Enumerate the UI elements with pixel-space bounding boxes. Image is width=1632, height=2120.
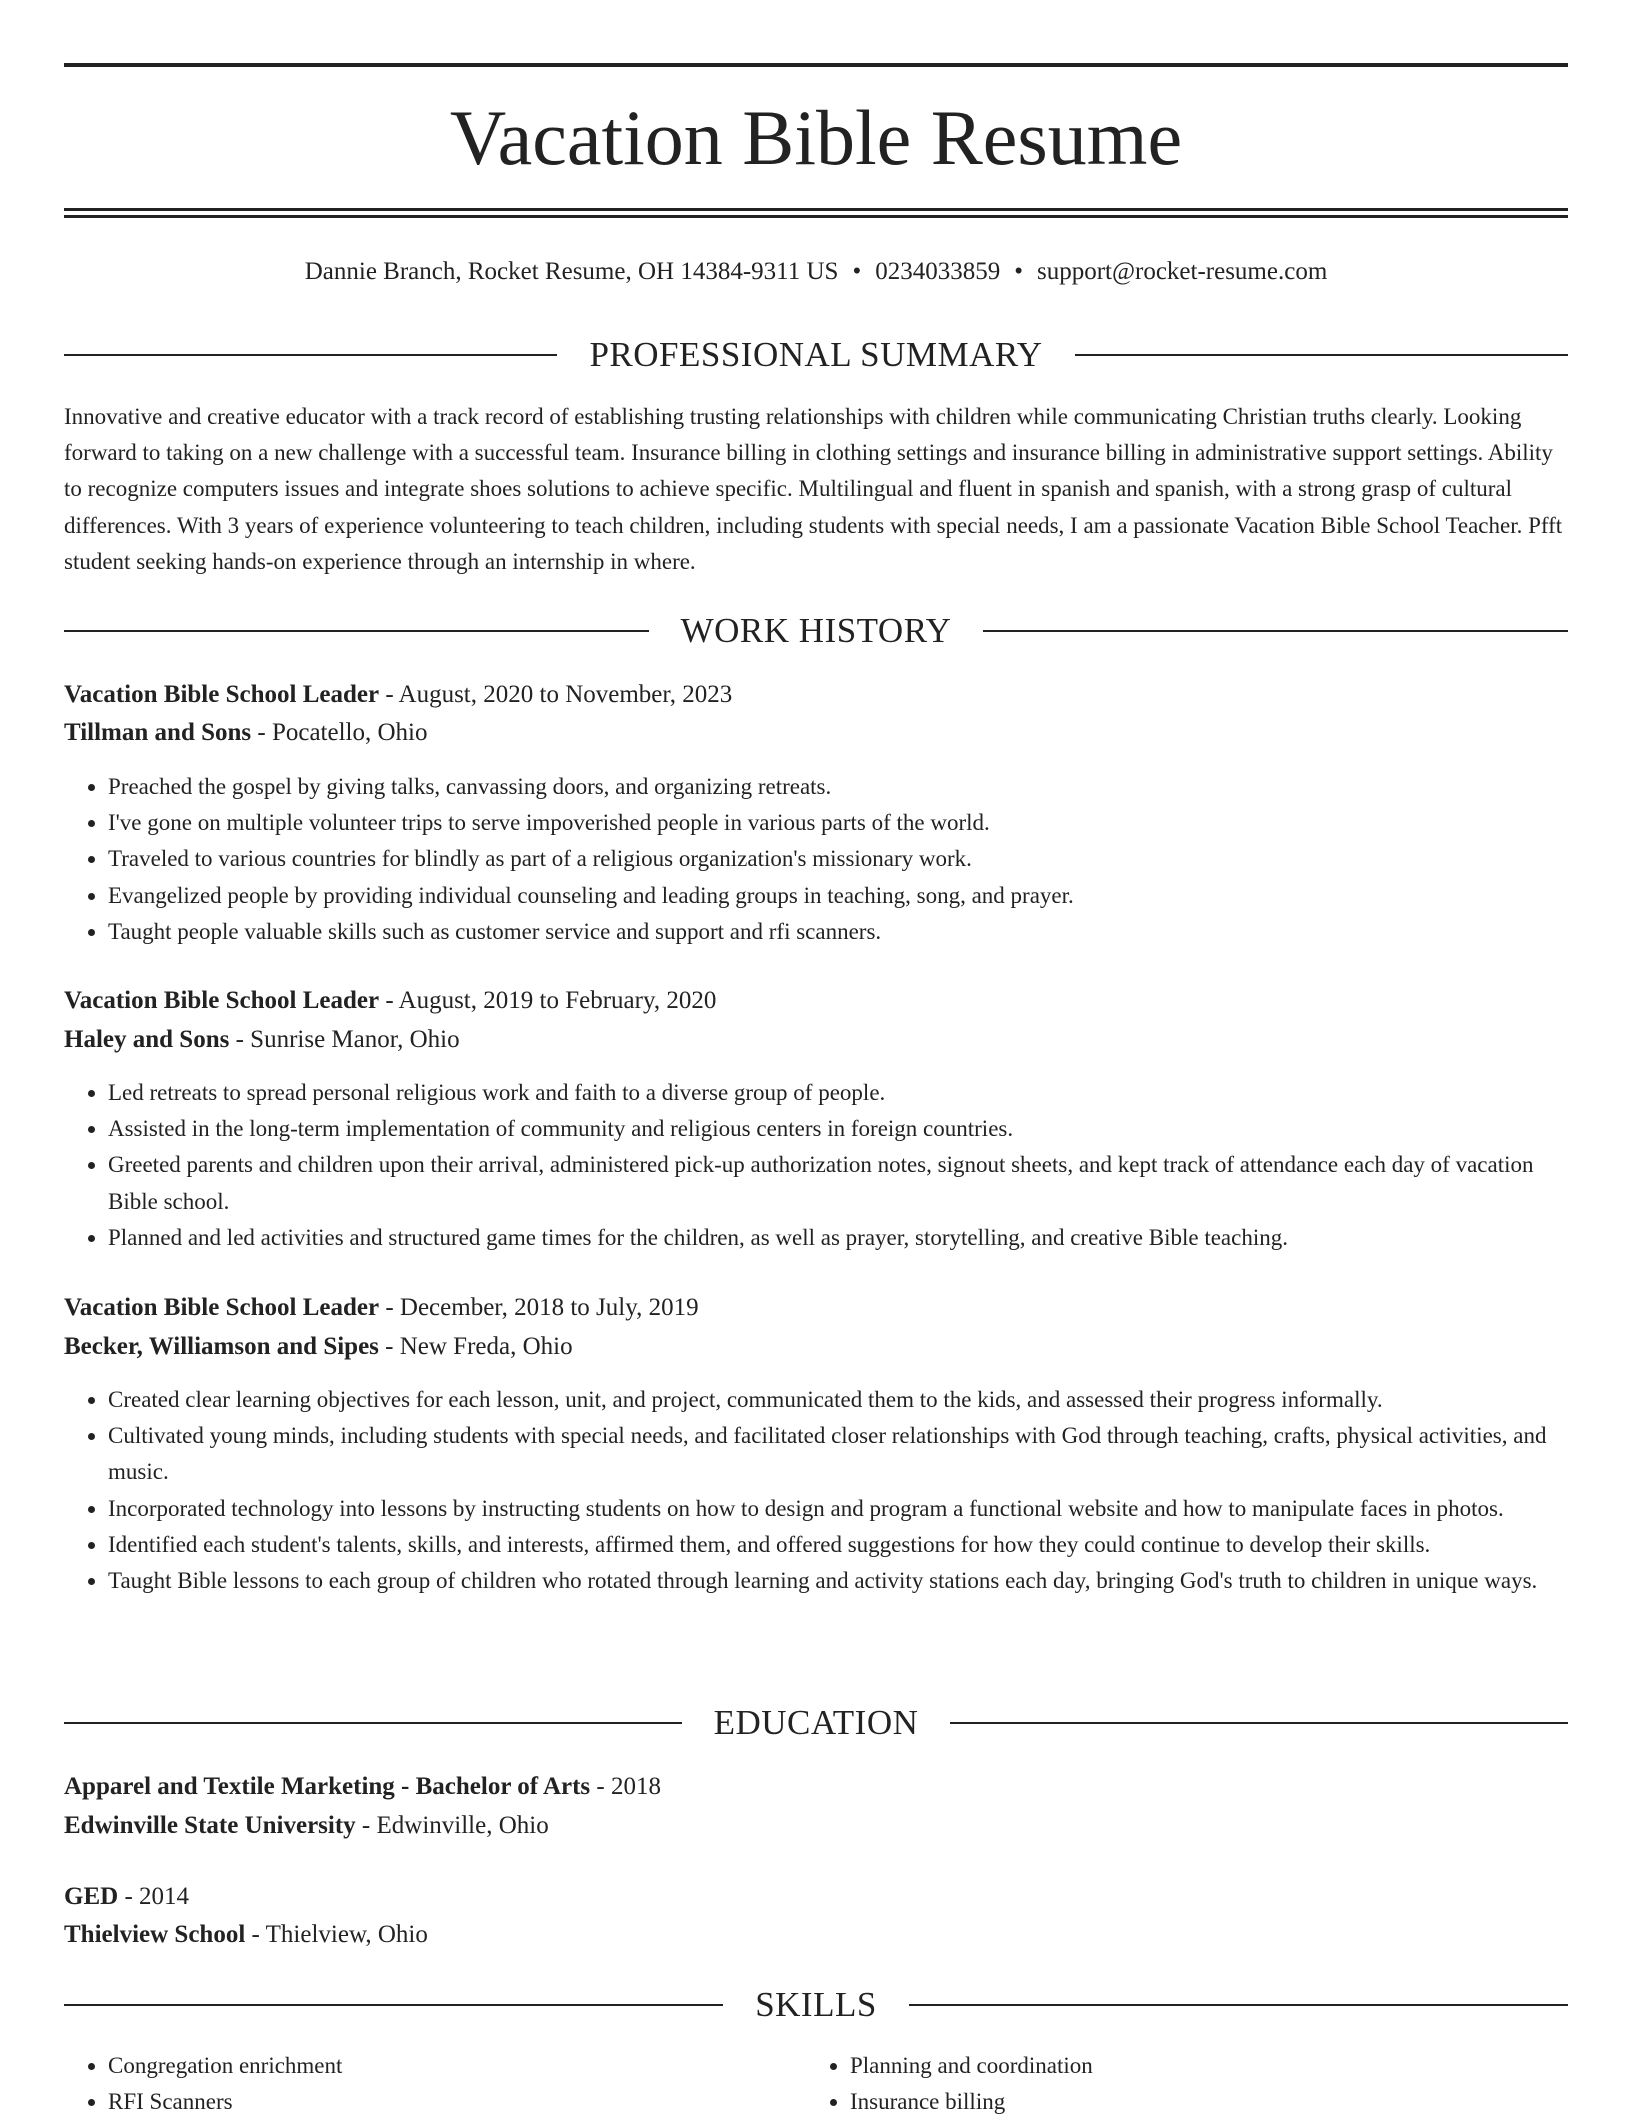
- heading-rule: [64, 630, 649, 632]
- section-title: SKILLS: [755, 1985, 877, 2024]
- skills-list-left: [64, 2048, 806, 2120]
- education-school: Edwinville State University: [64, 1812, 356, 1839]
- job-title-line: [64, 1290, 1568, 1326]
- section-heading-work: [64, 609, 1568, 653]
- job-location: - Sunrise Manor, Ohio: [229, 1026, 460, 1053]
- section-heading-summary: [64, 333, 1568, 377]
- education-school: Thielview School: [64, 1921, 246, 1948]
- education-school-line: [64, 1917, 1568, 1953]
- list-item: • Planned and led activities and structured game times for the children, as well as prayer, storytelling, and creative Bible teaching.: [108, 1220, 1568, 1256]
- list-item: • Led retreats to spread personal religious work and faith to a diverse group of people.: [108, 1075, 1568, 1111]
- job-bullets: [64, 1382, 1568, 1599]
- education-year: - 2014: [118, 1883, 190, 1910]
- skill-item: • Insurance billing: [850, 2084, 1568, 2120]
- section-heading-skills: [64, 1983, 1568, 2027]
- job-location: - New Freda, Ohio: [378, 1333, 573, 1360]
- job-employer: Tillman and Sons: [64, 719, 252, 746]
- job-title: Vacation Bible School Leader: [64, 987, 380, 1014]
- job-dates: - December, 2018 to July, 2019: [379, 1294, 699, 1321]
- job-employer-line: [64, 1022, 1568, 1058]
- job-title: Vacation Bible School Leader: [64, 681, 380, 708]
- heading-rule: [1075, 354, 1568, 356]
- list-item: • Taught people valuable skills such as customer service and support and rfi scanners.: [108, 914, 1568, 950]
- list-item: • Assisted in the long-term implementation of community and religious centers in foreign countries.: [108, 1111, 1568, 1147]
- education-degree: GED: [64, 1883, 119, 1910]
- section-title: PROFESSIONAL SUMMARY: [589, 335, 1043, 374]
- skill-item: • RFI Scanners: [108, 2084, 806, 2120]
- heading-rule: [983, 630, 1568, 632]
- contact-phone: 0234033859: [875, 258, 1001, 285]
- list-item: • Identified each student's talents, skills, and interests, affirmed them, and offered suggestions for how they could continue to develop their skills.: [108, 1527, 1568, 1563]
- job-bullets: [64, 769, 1568, 950]
- education-degree-line: [64, 1769, 1568, 1805]
- contact-separator: •: [1014, 258, 1023, 285]
- list-item: • I've gone on multiple volunteer trips to serve impoverished people in various parts of the world.: [108, 805, 1568, 841]
- job-employer: Becker, Williamson and Sipes: [64, 1333, 379, 1360]
- job-title: Vacation Bible School Leader: [64, 1294, 380, 1321]
- contact-line: [64, 254, 1568, 290]
- education-degree-line: [64, 1879, 1568, 1915]
- top-rule: [64, 63, 1568, 67]
- summary-text: Innovative and creative educator with a track record of establishing trusting relationships with children while communicating Christian truths clearly. Looking forward to taking on a new challenge with a successful team. Insurance billing in clothing settings and insurance billing in administrative support settings. Ability to recognize computers issues and integrate shoes solutions to achieve specific. Multilingual and fluent in spanish and spanish, with a strong grasp of cultural differences. With 3 years of experience volunteering to teach children, including students with special needs, I am a passionate Vacation Bible School Teacher. Pfft student seeking hands-on experience through an internship in where.: [64, 404, 1563, 574]
- job-bullets: [64, 1075, 1568, 1256]
- job-title-line: [64, 677, 1568, 713]
- education-year: - 2018: [590, 1773, 661, 1800]
- list-item: • Preached the gospel by giving talks, canvassing doors, and organizing retreats.: [108, 769, 1568, 805]
- education-location: - Edwinville, Ohio: [355, 1812, 549, 1839]
- section-title: EDUCATION: [713, 1703, 919, 1742]
- contact-email: support@rocket-resume.com: [1036, 258, 1328, 285]
- job-employer-line: [64, 1329, 1568, 1365]
- list-item: • Traveled to various countries for blindly as part of a religious organization's missionary work.: [108, 841, 1568, 877]
- heading-rule: [909, 2004, 1568, 2006]
- list-item: • Greeted parents and children upon their arrival, administered pick-up authorization notes, signout sheets, and kept track of attendance each day of vacation Bible school.: [108, 1147, 1568, 1219]
- section-heading-education: [64, 1701, 1568, 1745]
- job-title-line: [64, 983, 1568, 1019]
- title-rule-lower: [64, 215, 1568, 218]
- list-item: • Taught Bible lessons to each group of children who rotated through learning and activity stations each day, bringing God's truth to children in unique ways.: [108, 1563, 1568, 1599]
- education-degree: Apparel and Textile Marketing - Bachelor of Arts: [64, 1773, 591, 1800]
- skill-item: • Planning and coordination: [850, 2048, 1568, 2084]
- contact-separator: •: [852, 258, 862, 285]
- job-employer: Haley and Sons: [64, 1026, 230, 1053]
- heading-rule: [64, 354, 557, 356]
- list-item: • Created clear learning objectives for each lesson, unit, and project, communicated them to the kids, and assessed their progress informally.: [108, 1382, 1568, 1418]
- heading-rule: [64, 1722, 682, 1724]
- title-rule-upper: [64, 208, 1568, 211]
- job-location: - Pocatello, Ohio: [251, 719, 428, 746]
- job-dates: - August, 2019 to February, 2020: [379, 987, 717, 1014]
- education-location: - Thielview, Ohio: [245, 1921, 428, 1948]
- job-employer-line: [64, 715, 1568, 751]
- education-school-line: [64, 1808, 1568, 1844]
- skill-item: • Congregation enrichment: [108, 2048, 806, 2084]
- job-dates: - August, 2020 to November, 2023: [379, 681, 733, 708]
- list-item: • Evangelized people by providing individual counseling and leading groups in teaching, song, and prayer.: [108, 878, 1568, 914]
- contact-address: Dannie Branch, Rocket Resume, OH 14384-9311 US: [304, 258, 839, 285]
- section-title: WORK HISTORY: [680, 611, 952, 650]
- list-item: • Incorporated technology into lessons by instructing students on how to design and program a functional website and how to manipulate faces in photos.: [108, 1491, 1568, 1527]
- list-item: • Cultivated young minds, including students with special needs, and facilitated closer relationships with God through teaching, crafts, physical activities, and music.: [108, 1418, 1568, 1490]
- heading-rule: [950, 1722, 1568, 1724]
- heading-rule: [64, 2004, 723, 2006]
- resume-title: Vacation Bible Resume: [449, 94, 1183, 181]
- skills-list-right: [806, 2048, 1568, 2120]
